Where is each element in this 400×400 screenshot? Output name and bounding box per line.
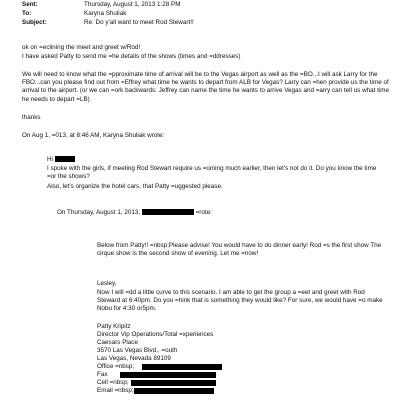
quote2-intro-date: On Thursday, August 1, 2013, (57, 209, 141, 216)
redaction-bar (120, 372, 216, 378)
body-line-details: I have asked Patty to send me =he details of the shows (times and =ddresses) (22, 53, 241, 60)
signature-office: Office =nbsp; (97, 363, 135, 370)
redaction-bar (131, 380, 216, 386)
signature-fax: Fax (97, 371, 108, 378)
redaction-bar (142, 209, 194, 215)
quote1-line2: Also, let's organize the hotel cars, that Patty =uggested please. (47, 183, 223, 190)
signature-address1: 3570 Las Vegas Blvd., =outh (97, 347, 178, 354)
quote3-text: Now I will =dd a little curve to this scenario. I am able to get the group a =eet and greet with Rod Steward at 6:40pm. Do you =hink that is something they would like? For sure, we would have =o make Nobu for 4:30 or5pm. (97, 289, 383, 313)
quote1-greeting-line (47, 156, 387, 164)
body-line-decline: ok on =eclining the meet and greet w/Rod! (22, 44, 141, 51)
subject-value: Re: Do y'all want to meet Rod Stewart!! (84, 19, 194, 26)
body-reply-intro: On Aug 1, =013, at 8:46 AM, Karyna Shuliak wrote: (22, 132, 165, 139)
body-paragraph-arrival: We will need to know what the =pproximate time of arrival will be to the Vegas airport as well as the =BO...I will ask Larry for the FBO...can you please find out from =Effrey what time he wants to depart from ALB for Vegas? Larry can =hen provide us the time of arrival to the airport. (or we can =ork backwards: Jeffrey can name the time he wants to arrive Vegas and =arry can tell us what time he needs to depart =LB) (22, 71, 390, 103)
signature-company: Caesars Place (97, 339, 138, 346)
redaction-bar (142, 364, 222, 370)
sent-value: Thursday, August 1, 2013 1:28 PM (84, 1, 181, 8)
redaction-bar (134, 388, 214, 394)
quote1-greeting: Hi (47, 156, 53, 163)
quote3-greeting: Lesley, (97, 280, 117, 287)
subject-label: Subject: (22, 19, 47, 26)
redaction-bar (55, 156, 75, 162)
signature-address2: Las Vegas, Nevada 89109 (97, 355, 171, 362)
to-label: To: (22, 10, 32, 17)
quote2-intro-wrote: =rote: (195, 209, 212, 216)
sent-label: Sent: (22, 1, 38, 8)
quote1-line1: I spoke with the girls, if meeting Rod Stewart require us =oming much earlier, then let's not do it. Do you know the time =or the shows? (47, 165, 377, 181)
quote2-intro (57, 209, 392, 217)
signature-email: Email =nbsp; (97, 387, 134, 394)
quote2-text: Below from Patty!! =nbsp;Please advise! You would have to do dinner early! Rod =s the first show The cirque show is the second show of evening. Let me =now! (97, 242, 382, 258)
body-thanks: thanks (22, 114, 41, 121)
signature-title: Director Vip Operations/Total =xperiences (97, 331, 214, 338)
signature-cell: Cell =nbsp; (97, 379, 129, 386)
signature-name: Patty Kripitz (97, 323, 131, 330)
to-value: Karyna Shuliak (84, 10, 127, 17)
